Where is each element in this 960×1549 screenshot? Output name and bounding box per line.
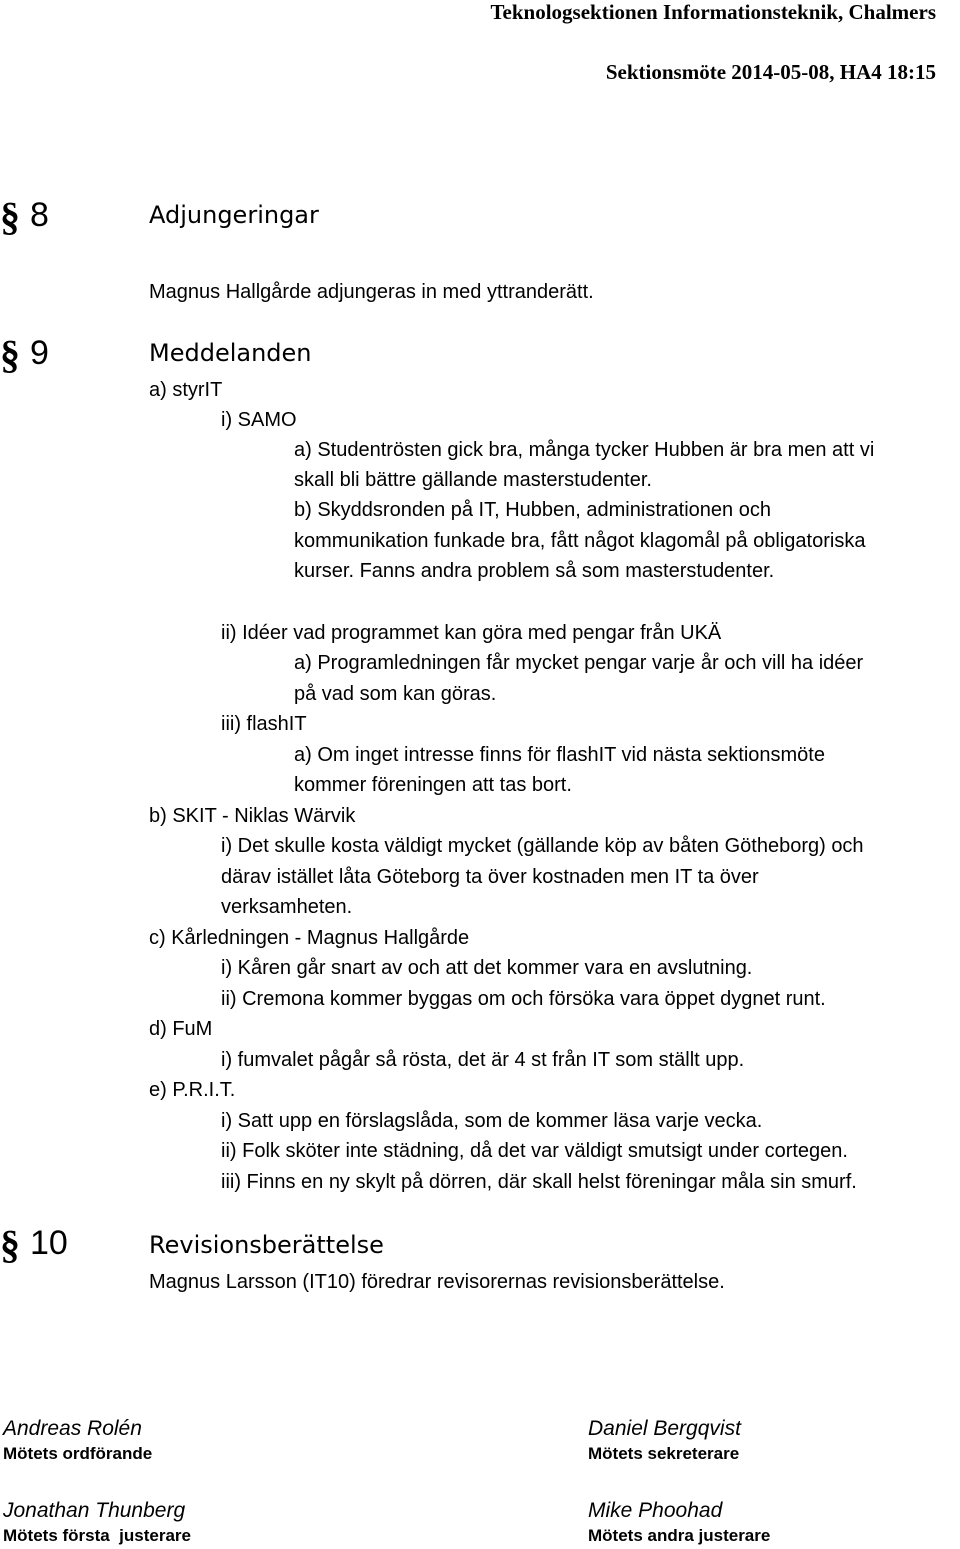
section-body: Magnus Hallgårde adjungeras in med yttranderätt. — [149, 281, 594, 303]
signature-secretary — [588, 1417, 741, 1464]
signature-role: Mötets andra justerare — [588, 1526, 771, 1545]
list-item: på vad som kan göras. — [294, 683, 497, 705]
list-item: iii) flashIT — [221, 713, 307, 735]
list-item: e) P.R.I.T. — [149, 1079, 236, 1101]
list-item: b) SKIT - Niklas Wärvik — [149, 805, 356, 827]
list-item: därav istället låta Göteborg ta över kostnaden men IT ta över — [221, 866, 759, 888]
list-item: i) Det skulle kosta väldigt mycket (gällande köp av båten Götheborg) och — [221, 835, 864, 857]
list-item: kommer föreningen att tas bort. — [294, 774, 572, 796]
signature-chair — [3, 1417, 152, 1464]
paragraph-sign: § — [0, 1222, 20, 1267]
section-title: Revisionsberättelse — [149, 1231, 384, 1259]
list-item: ii) Folk sköter inte städning, då det var väldigt smutsigt under cortegen. — [221, 1140, 848, 1162]
list-item: ii) Idéer vad programmet kan göra med pengar från UKÄ — [221, 622, 722, 644]
list-item: skall bli bättre gällande masterstudenter. — [294, 469, 652, 491]
section-body: Magnus Larsson (IT10) föredrar revisorernas revisionsberättelse. — [149, 1271, 725, 1293]
list-item: c) Kårledningen - Magnus Hallgårde — [149, 927, 470, 949]
signature-name: Andreas Rolén — [3, 1417, 142, 1440]
list-item: i) SAMO — [221, 409, 297, 431]
signature-second-adjuster — [588, 1499, 770, 1546]
section-title: Meddelanden — [149, 339, 312, 367]
section-number: 8 — [30, 196, 49, 234]
list-item: kurser. Fanns andra problem så som masterstudenter. — [294, 560, 775, 582]
paragraph-sign: § — [0, 194, 20, 239]
list-item: ii) Cremona kommer byggas om och försöka vara öppet dygnet runt. — [221, 988, 826, 1010]
signature-first-adjuster — [3, 1499, 191, 1546]
list-item: b) Skyddsronden på IT, Hubben, administrationen och — [294, 499, 771, 521]
list-item: a) Programledningen får mycket pengar varje år och vill ha idéer — [294, 652, 864, 674]
header-meeting: Sektionsmöte 2014-05-08, HA4 18:15 — [605, 60, 936, 84]
paragraph-sign: § — [0, 332, 20, 377]
list-item: verksamheten. — [221, 896, 353, 918]
section-title: Adjungeringar — [149, 201, 319, 229]
signature-role: Mötets första justerare — [3, 1526, 191, 1545]
list-item: a) Studentrösten gick bra, många tycker Hubben är bra men att vi — [294, 439, 875, 461]
signature-role: Mötets ordförande — [3, 1444, 153, 1463]
signature-name: Daniel Bergqvist — [588, 1417, 741, 1440]
signature-role: Mötets sekreterare — [588, 1444, 740, 1463]
list-item: i) fumvalet pågår så rösta, det är 4 st från IT som ställt upp. — [221, 1049, 745, 1071]
signature-name: Mike Phoohad — [588, 1499, 723, 1522]
list-item: iii) Finns en ny skylt på dörren, där skall helst föreningar måla sin smurf. — [221, 1171, 857, 1193]
section-number: 10 — [30, 1224, 68, 1262]
list-item: d) FuM — [149, 1018, 213, 1040]
list-item: kommunikation funkade bra, fått något klagomål på obligatoriska — [294, 530, 866, 552]
section-number: 9 — [30, 334, 49, 372]
list-item: a) styrIT — [149, 379, 223, 401]
list-item: i) Kåren går snart av och att det kommer vara en avslutning. — [221, 957, 753, 979]
list-item: i) Satt upp en förslagslåda, som de kommer läsa varje vecka. — [221, 1110, 763, 1132]
list-item: a) Om inget intresse finns för flashIT vid nästa sektionsmöte — [294, 744, 825, 766]
signature-name: Jonathan Thunberg — [3, 1499, 186, 1522]
header-org: Teknologsektionen Informationsteknik, Chalmers — [490, 0, 936, 24]
